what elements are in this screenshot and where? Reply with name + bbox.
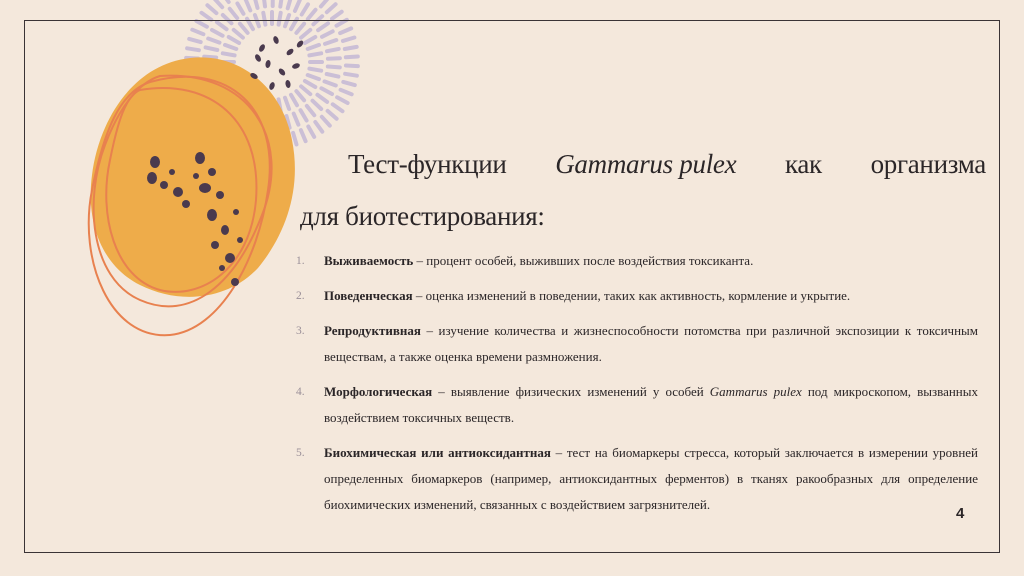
sunburst-ray [332,12,342,19]
list-term: Морфологическая [324,384,433,399]
title-word-3: организма [870,149,986,179]
list-item [296,283,978,309]
sunburst-ray [327,4,336,12]
sunburst-ray [295,0,300,11]
list-term: Поведенческая [324,288,413,303]
list-number: 2. [296,290,305,302]
sunburst-ray [302,4,308,14]
sunburst-ray [214,0,222,7]
title-word-2: как [784,149,822,179]
sunburst-ray [321,0,329,6]
sunburst-ray [230,9,238,18]
sunburst-ray [254,0,257,8]
list-item [296,440,978,518]
sunburst-ray [237,4,243,14]
title-word-1: Тест-функции [348,149,507,179]
list-term: Биохимическая или антиоксидантная [324,445,551,460]
list-term: Выживаемость [324,253,414,268]
list-text: – изучение количества и жизнеспособности потомства при различной экспозиции к токсичным веществам, а также оценка времени размножения. [324,323,978,364]
list-text: – оценка изменений в поведении, таких как активность, кормление и укрытие. [412,288,851,303]
list-number: 3. [296,325,305,337]
list-term: Репродуктивная [324,323,421,338]
list-number: 1. [296,255,305,267]
slide-title [300,138,986,242]
title-line-1 [300,138,986,190]
list-number: 4. [296,386,305,398]
list-number: 5. [296,447,305,459]
sunburst-ray [246,0,251,10]
sunburst-ray [264,0,266,6]
list-species: Gammarus pulex [709,384,802,399]
list-item [296,318,978,370]
sunburst-ray [207,5,216,13]
test-function-list [296,248,978,527]
page-number: 4 [956,505,965,522]
list-text: – процент особей, выживших после воздействия токсиканта. [413,253,754,268]
sunburst-ray [222,0,229,2]
sunburst-ray [288,0,291,8]
list-item [296,379,978,431]
list-text: под микроскопом, вызванных воздействием токсичных веществ. [324,384,978,425]
list-text: – тест на биомаркеры стресса, который заключается в измерении уровней определенных биомаркеров (например, антиоксидантных ферментов) в тканях ракообразных для определение биохимических изменений, связанных с воздействием загрязнителей. [324,445,979,512]
list-item [296,248,978,274]
title-species: Gammarus pulex [555,149,737,179]
title-line-2: для биотестирования: [300,201,545,231]
list-text: – выявление физических изменений у особей [432,384,710,399]
sunburst-ray [308,10,316,19]
sunburst-ray [280,0,282,7]
sunburst-ray [202,13,212,20]
